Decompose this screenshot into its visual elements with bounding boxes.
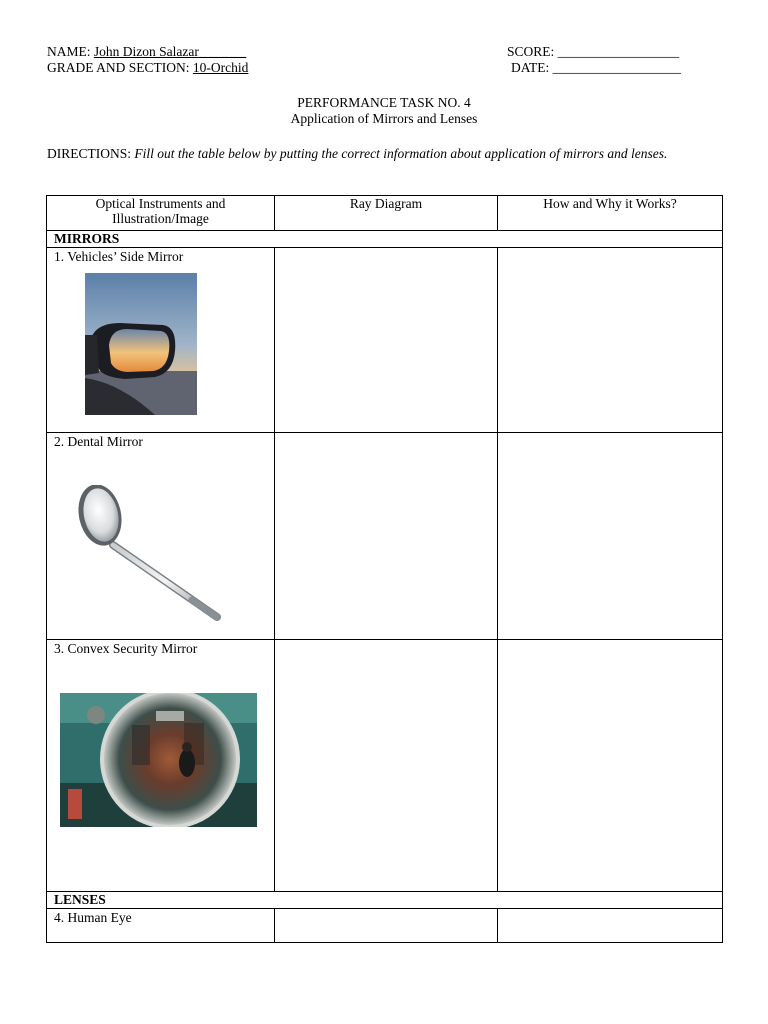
score-line	[507, 44, 679, 60]
score-label: SCORE:	[507, 44, 555, 59]
item-label-side-mirror: 1. Vehicles’ Side Mirror	[54, 249, 184, 264]
student-name: John Dizon Salazar_______	[93, 44, 247, 59]
score-blank: __________________	[557, 44, 680, 59]
side-mirror-image	[85, 273, 197, 415]
item-label-dental-mirror: 2. Dental Mirror	[54, 434, 143, 449]
table-header-row	[47, 196, 723, 231]
table-row	[47, 433, 723, 640]
section-title-lenses: LENSES	[47, 892, 723, 909]
column-header-ray-diagram: Ray Diagram	[275, 196, 498, 231]
dental-mirror-image	[77, 485, 227, 623]
grade-label: GRADE AND SECTION:	[47, 60, 190, 75]
directions	[47, 146, 727, 162]
item-cell-human-eye	[47, 909, 275, 943]
table-row	[47, 909, 723, 943]
grade-line	[47, 60, 248, 76]
date-blank: ___________________	[552, 60, 681, 75]
directions-label: DIRECTIONS:	[47, 146, 131, 161]
name-label: NAME:	[47, 44, 91, 59]
grade-value: 10-Orchid	[192, 60, 249, 75]
directions-text: Fill out the table below by putting the correct information about application of mirrors and lenses.	[134, 146, 668, 161]
how-why-cell[interactable]	[498, 909, 723, 943]
section-title-mirrors: MIRRORS	[47, 231, 723, 248]
how-why-cell[interactable]	[498, 248, 723, 433]
ray-diagram-cell[interactable]	[275, 640, 498, 892]
task-table	[46, 195, 723, 943]
item-cell-security-mirror	[47, 640, 275, 892]
ray-diagram-cell[interactable]	[275, 433, 498, 640]
table-row	[47, 640, 723, 892]
task-title: PERFORMANCE TASK NO. 4	[297, 95, 471, 110]
item-label-security-mirror: 3. Convex Security Mirror	[54, 641, 198, 656]
ray-diagram-cell[interactable]	[275, 248, 498, 433]
section-row-lenses	[47, 892, 723, 909]
name-line	[47, 44, 246, 60]
ray-diagram-cell[interactable]	[275, 909, 498, 943]
item-cell-side-mirror	[47, 248, 275, 433]
how-why-cell[interactable]	[498, 433, 723, 640]
security-mirror-image	[60, 693, 257, 827]
item-cell-dental-mirror	[47, 433, 275, 640]
section-row-mirrors	[47, 231, 723, 248]
date-label: DATE:	[511, 60, 550, 75]
item-label-human-eye: 4. Human Eye	[54, 910, 132, 925]
column-header-instrument: Optical Instruments and Illustration/Image	[47, 196, 275, 231]
how-why-cell[interactable]	[498, 640, 723, 892]
table-row	[47, 248, 723, 433]
task-subtitle: Application of Mirrors and Lenses	[290, 111, 478, 126]
date-line	[511, 60, 681, 76]
column-header-how-why: How and Why it Works?	[498, 196, 723, 231]
